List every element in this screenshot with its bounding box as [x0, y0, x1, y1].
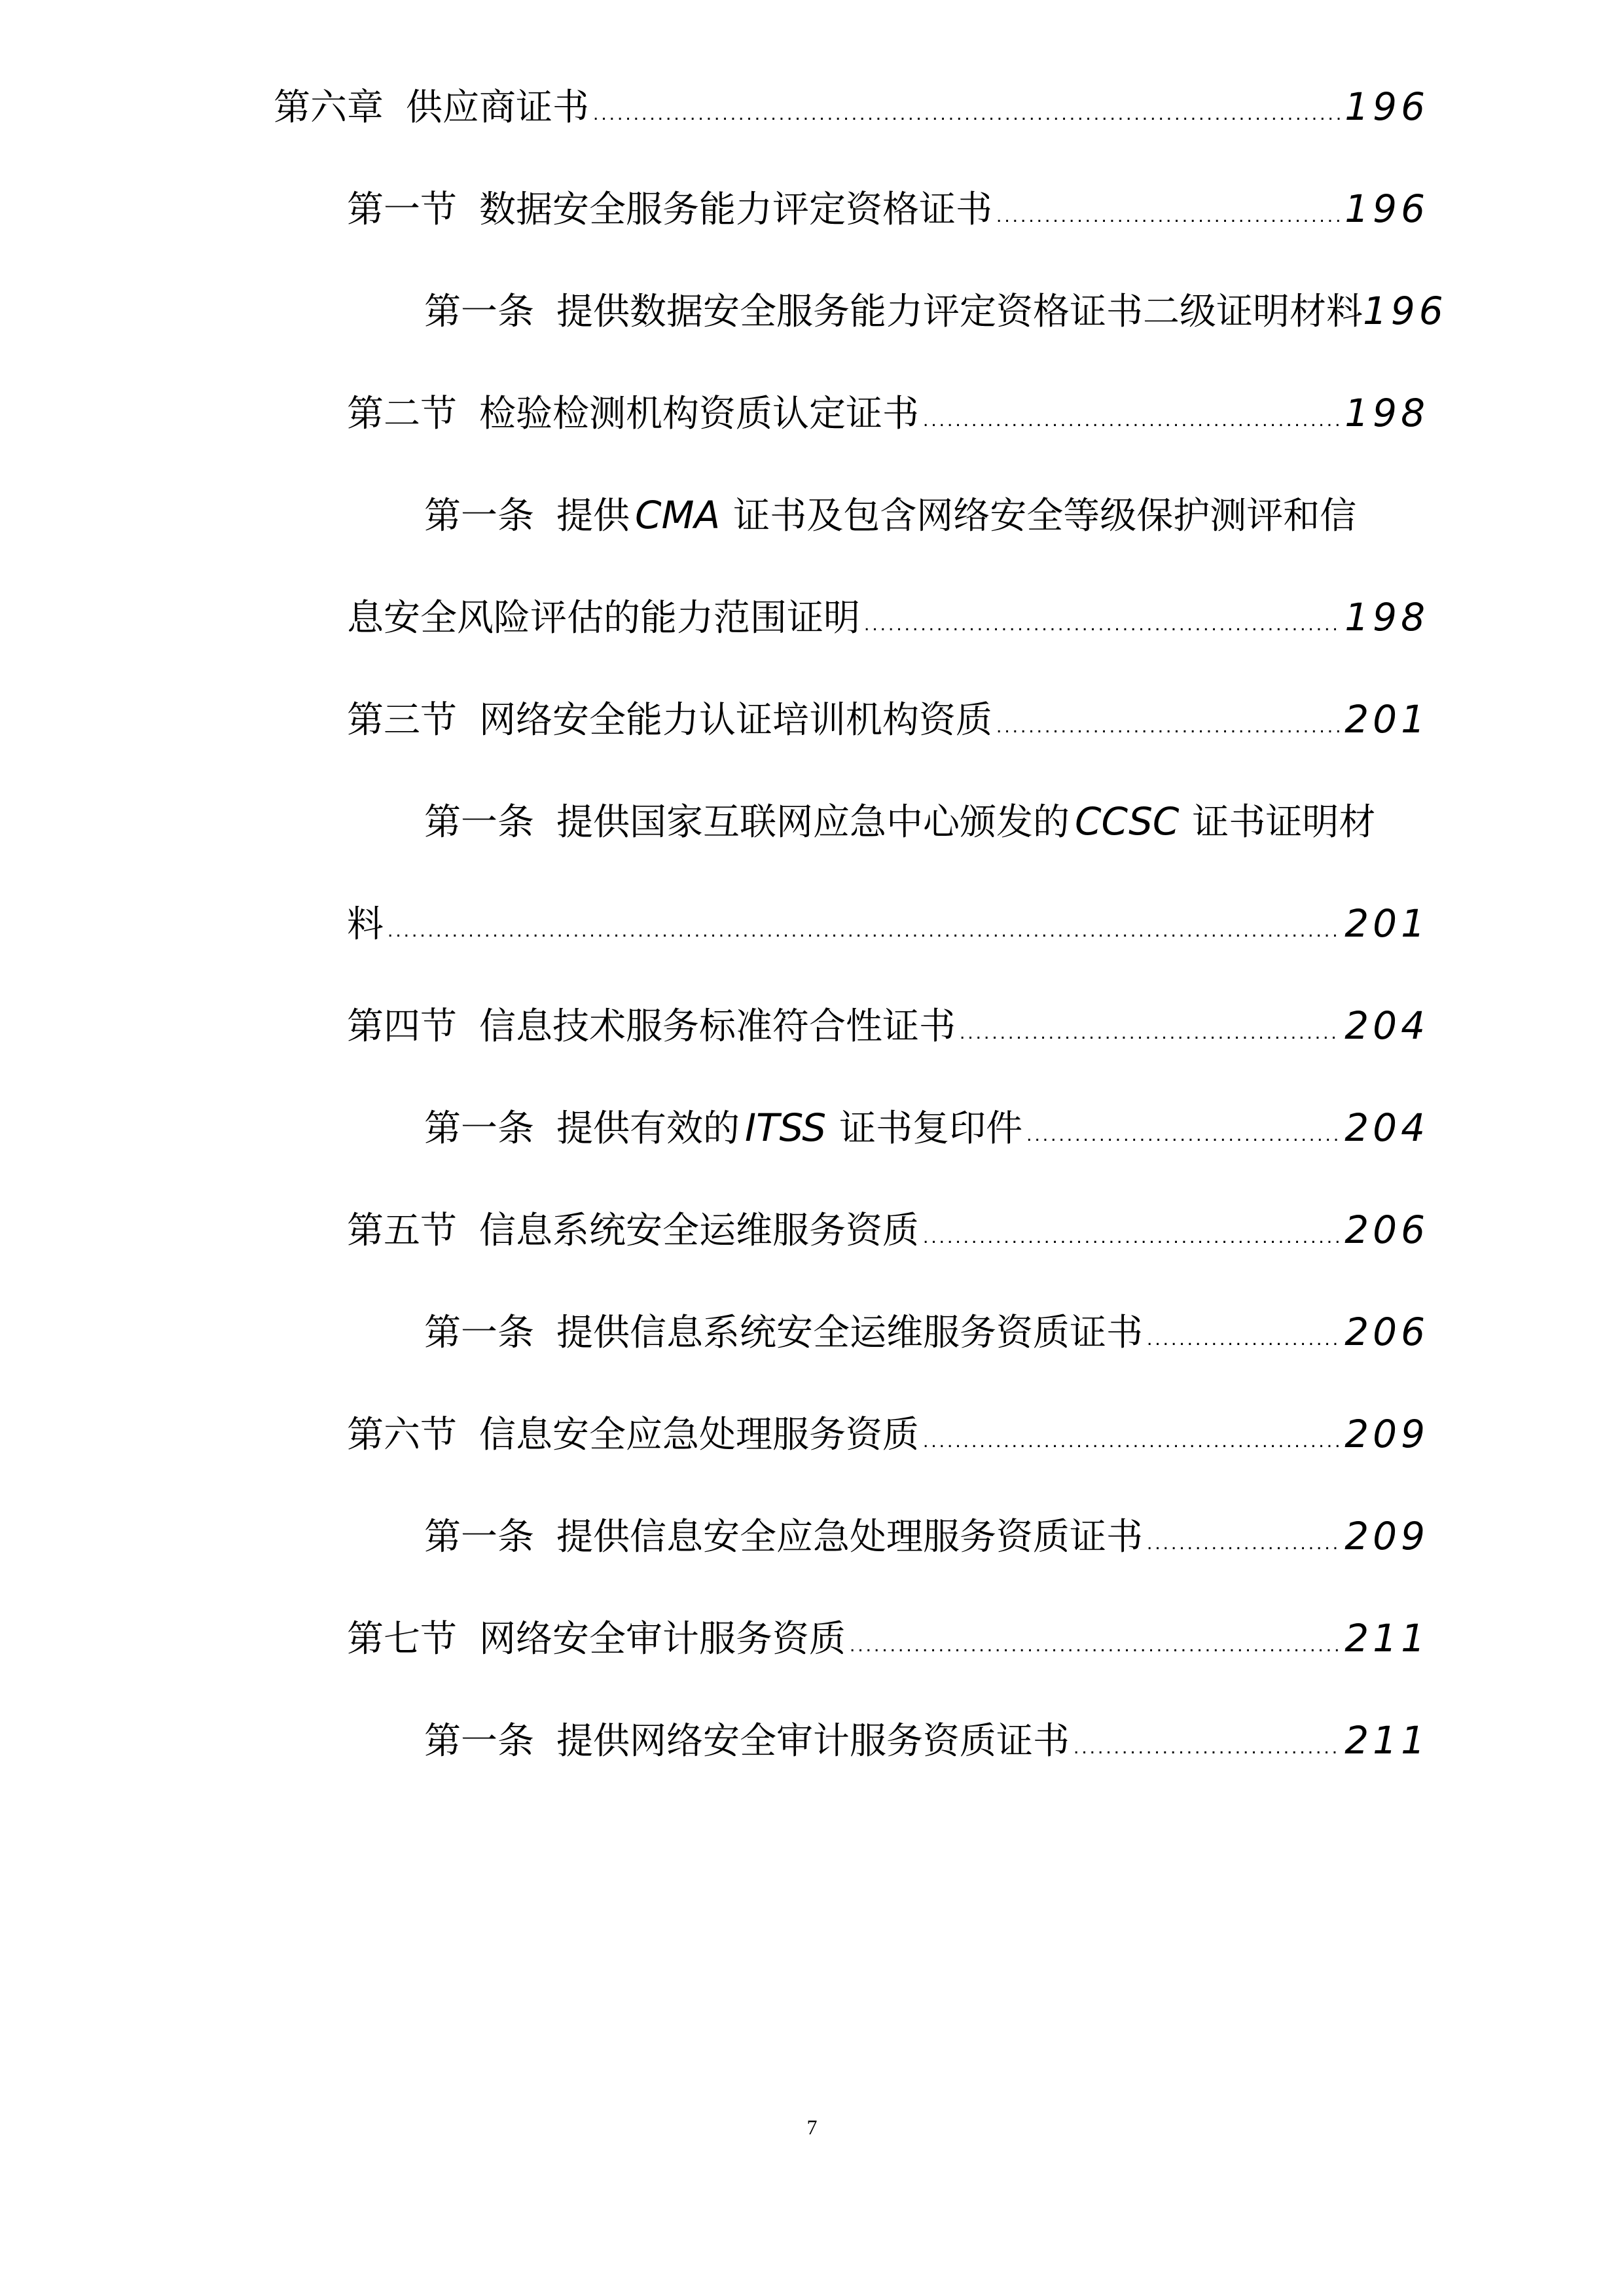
toc-entry-code: CMA	[635, 493, 721, 537]
toc-entry-article-line2[interactable]	[347, 589, 1429, 655]
toc-entry-text: 信息技术服务标准符合性证书	[479, 1005, 956, 1048]
toc-entry-text: 信息安全应急处理服务资质	[479, 1414, 919, 1456]
toc-page-number: 206	[1344, 1310, 1429, 1354]
toc-entry-article[interactable]	[424, 1508, 1429, 1573]
toc-entry-text: 提供数据安全服务能力评定资格证书二级证明材料	[556, 291, 1363, 333]
toc-dot-leader	[388, 920, 1341, 942]
toc-entry-title	[424, 793, 1375, 846]
toc-entry-title	[274, 79, 589, 131]
toc-dot-leader	[960, 1022, 1341, 1044]
toc-entry-section[interactable]	[347, 691, 1429, 757]
toc-entry-section[interactable]	[347, 1610, 1429, 1676]
toc-dot-leader	[1147, 1328, 1341, 1350]
toc-entry-text: 提供网络安全审计服务资质证书	[556, 1720, 1070, 1763]
page-number: 7	[806, 2115, 818, 2139]
toc-page-number: 198	[1344, 391, 1429, 435]
toc-entry-text: 料	[347, 903, 384, 946]
toc-entry-text: 供应商证书	[406, 86, 589, 129]
toc-entry-section[interactable]	[347, 997, 1429, 1063]
toc-entry-section[interactable]	[347, 181, 1429, 246]
toc-entry-text: 网络安全审计服务资质	[479, 1618, 846, 1660]
toc-entry-text: 提供信息安全应急处理服务资质证书	[556, 1516, 1143, 1558]
toc-dot-leader	[923, 409, 1341, 431]
toc-entry-article[interactable]	[424, 1100, 1429, 1165]
toc-dot-leader	[996, 205, 1341, 227]
toc-page-number: 211	[1344, 1718, 1429, 1763]
toc-entry-title	[347, 895, 384, 948]
toc-page-number: 209	[1344, 1412, 1429, 1456]
toc-dot-leader	[1147, 1532, 1341, 1554]
toc-entry-code: CCSC	[1075, 799, 1180, 844]
toc-entry-section[interactable]	[347, 1406, 1429, 1471]
toc-entry-label: 第一条	[424, 1107, 534, 1150]
toc-entry-text: 证书及包含网络安全等级保护测评和信	[733, 495, 1357, 537]
toc-page-number: 204	[1344, 1105, 1429, 1150]
toc-entry-text: 提供有效的	[556, 1107, 740, 1150]
toc-entry-label: 第一节	[347, 188, 457, 231]
toc-entry-title	[424, 1712, 1070, 1765]
toc-entry-label: 第五节	[347, 1210, 457, 1252]
toc-dot-leader	[1026, 1124, 1341, 1146]
toc-entry-text: 息安全风险评估的能力范围证明	[347, 597, 860, 639]
toc-entry-text: 证书复印件	[839, 1107, 1023, 1150]
toc-entry-label: 第一条	[424, 1720, 534, 1763]
toc-entry-article[interactable]	[424, 1712, 1429, 1778]
toc-dot-leader	[864, 613, 1341, 636]
toc-entry-title	[347, 181, 992, 233]
toc-entry-title	[424, 1304, 1143, 1356]
toc-page-number: 201	[1344, 697, 1429, 742]
toc-entry-text: 提供信息系统安全运维服务资质证书	[556, 1312, 1143, 1354]
toc-page-number: 211	[1344, 1616, 1429, 1660]
toc-entry-title	[347, 589, 860, 641]
toc-entry-article-line2[interactable]	[347, 895, 1429, 961]
toc-entry-label: 第一条	[424, 291, 534, 333]
toc-entry-text: 证书证明材	[1192, 801, 1376, 844]
toc-dot-leader	[923, 1226, 1341, 1248]
toc-entry-section[interactable]	[347, 385, 1429, 450]
toc-entry-article[interactable]	[424, 283, 1475, 348]
toc-entry-title	[424, 1508, 1143, 1560]
toc-entry-title	[347, 1202, 919, 1254]
toc-entry-text: 检验检测机构资质认定证书	[479, 393, 919, 435]
toc-page-number: 196	[1363, 289, 1447, 333]
toc-entry-article-line1[interactable]	[424, 793, 1429, 859]
toc-page-number: 196	[1344, 187, 1429, 231]
toc-entry-code: ITSS	[745, 1105, 827, 1150]
toc-page-number: 196	[1344, 84, 1429, 129]
toc-entry-label: 第七节	[347, 1618, 457, 1660]
toc-entry-article[interactable]	[424, 1304, 1429, 1369]
toc-dot-leader	[1074, 1736, 1341, 1759]
toc-entry-label: 第一条	[424, 1516, 534, 1558]
toc-entry-label: 第一条	[424, 801, 534, 844]
toc-dot-leader	[593, 103, 1341, 125]
toc-dot-leader	[996, 715, 1341, 738]
toc-page-number: 198	[1344, 595, 1429, 639]
toc-entry-text: 提供	[556, 495, 630, 537]
toc-entry-chapter-6[interactable]	[274, 79, 1429, 144]
toc-entry-title	[424, 487, 1356, 539]
toc-entry-label: 第一条	[424, 495, 534, 537]
toc-entry-label: 第三节	[347, 699, 457, 742]
toc-entry-label: 第四节	[347, 1005, 457, 1048]
toc-entry-title	[347, 997, 956, 1050]
toc-entry-text: 网络安全能力认证培训机构资质	[479, 699, 992, 742]
toc-entry-title	[347, 1406, 919, 1458]
toc-page-number: 204	[1344, 1003, 1429, 1048]
toc-entry-text: 数据安全服务能力评定资格证书	[479, 188, 992, 231]
toc-entry-article-line1[interactable]	[424, 487, 1429, 552]
toc-entry-label: 第六节	[347, 1414, 457, 1456]
toc-entry-label: 第二节	[347, 393, 457, 435]
toc-entry-text: 提供国家互联网应急中心颁发的	[556, 801, 1070, 844]
toc-dot-leader	[850, 1634, 1341, 1657]
toc-page-number: 209	[1344, 1514, 1429, 1558]
toc-page-number: 206	[1344, 1208, 1429, 1252]
toc-entry-label: 第六章	[274, 86, 384, 129]
toc-entry-section[interactable]	[347, 1202, 1429, 1267]
toc-entry-title	[347, 385, 919, 437]
toc-dot-leader	[923, 1430, 1341, 1452]
toc-entry-title	[347, 691, 992, 744]
toc-entry-text: 信息系统安全运维服务资质	[479, 1210, 919, 1252]
toc-entry-title	[347, 1610, 846, 1662]
toc-entry-title	[424, 283, 1363, 335]
toc-page-number: 201	[1344, 901, 1429, 946]
toc-entry-label: 第一条	[424, 1312, 534, 1354]
toc-entry-title	[424, 1100, 1022, 1152]
